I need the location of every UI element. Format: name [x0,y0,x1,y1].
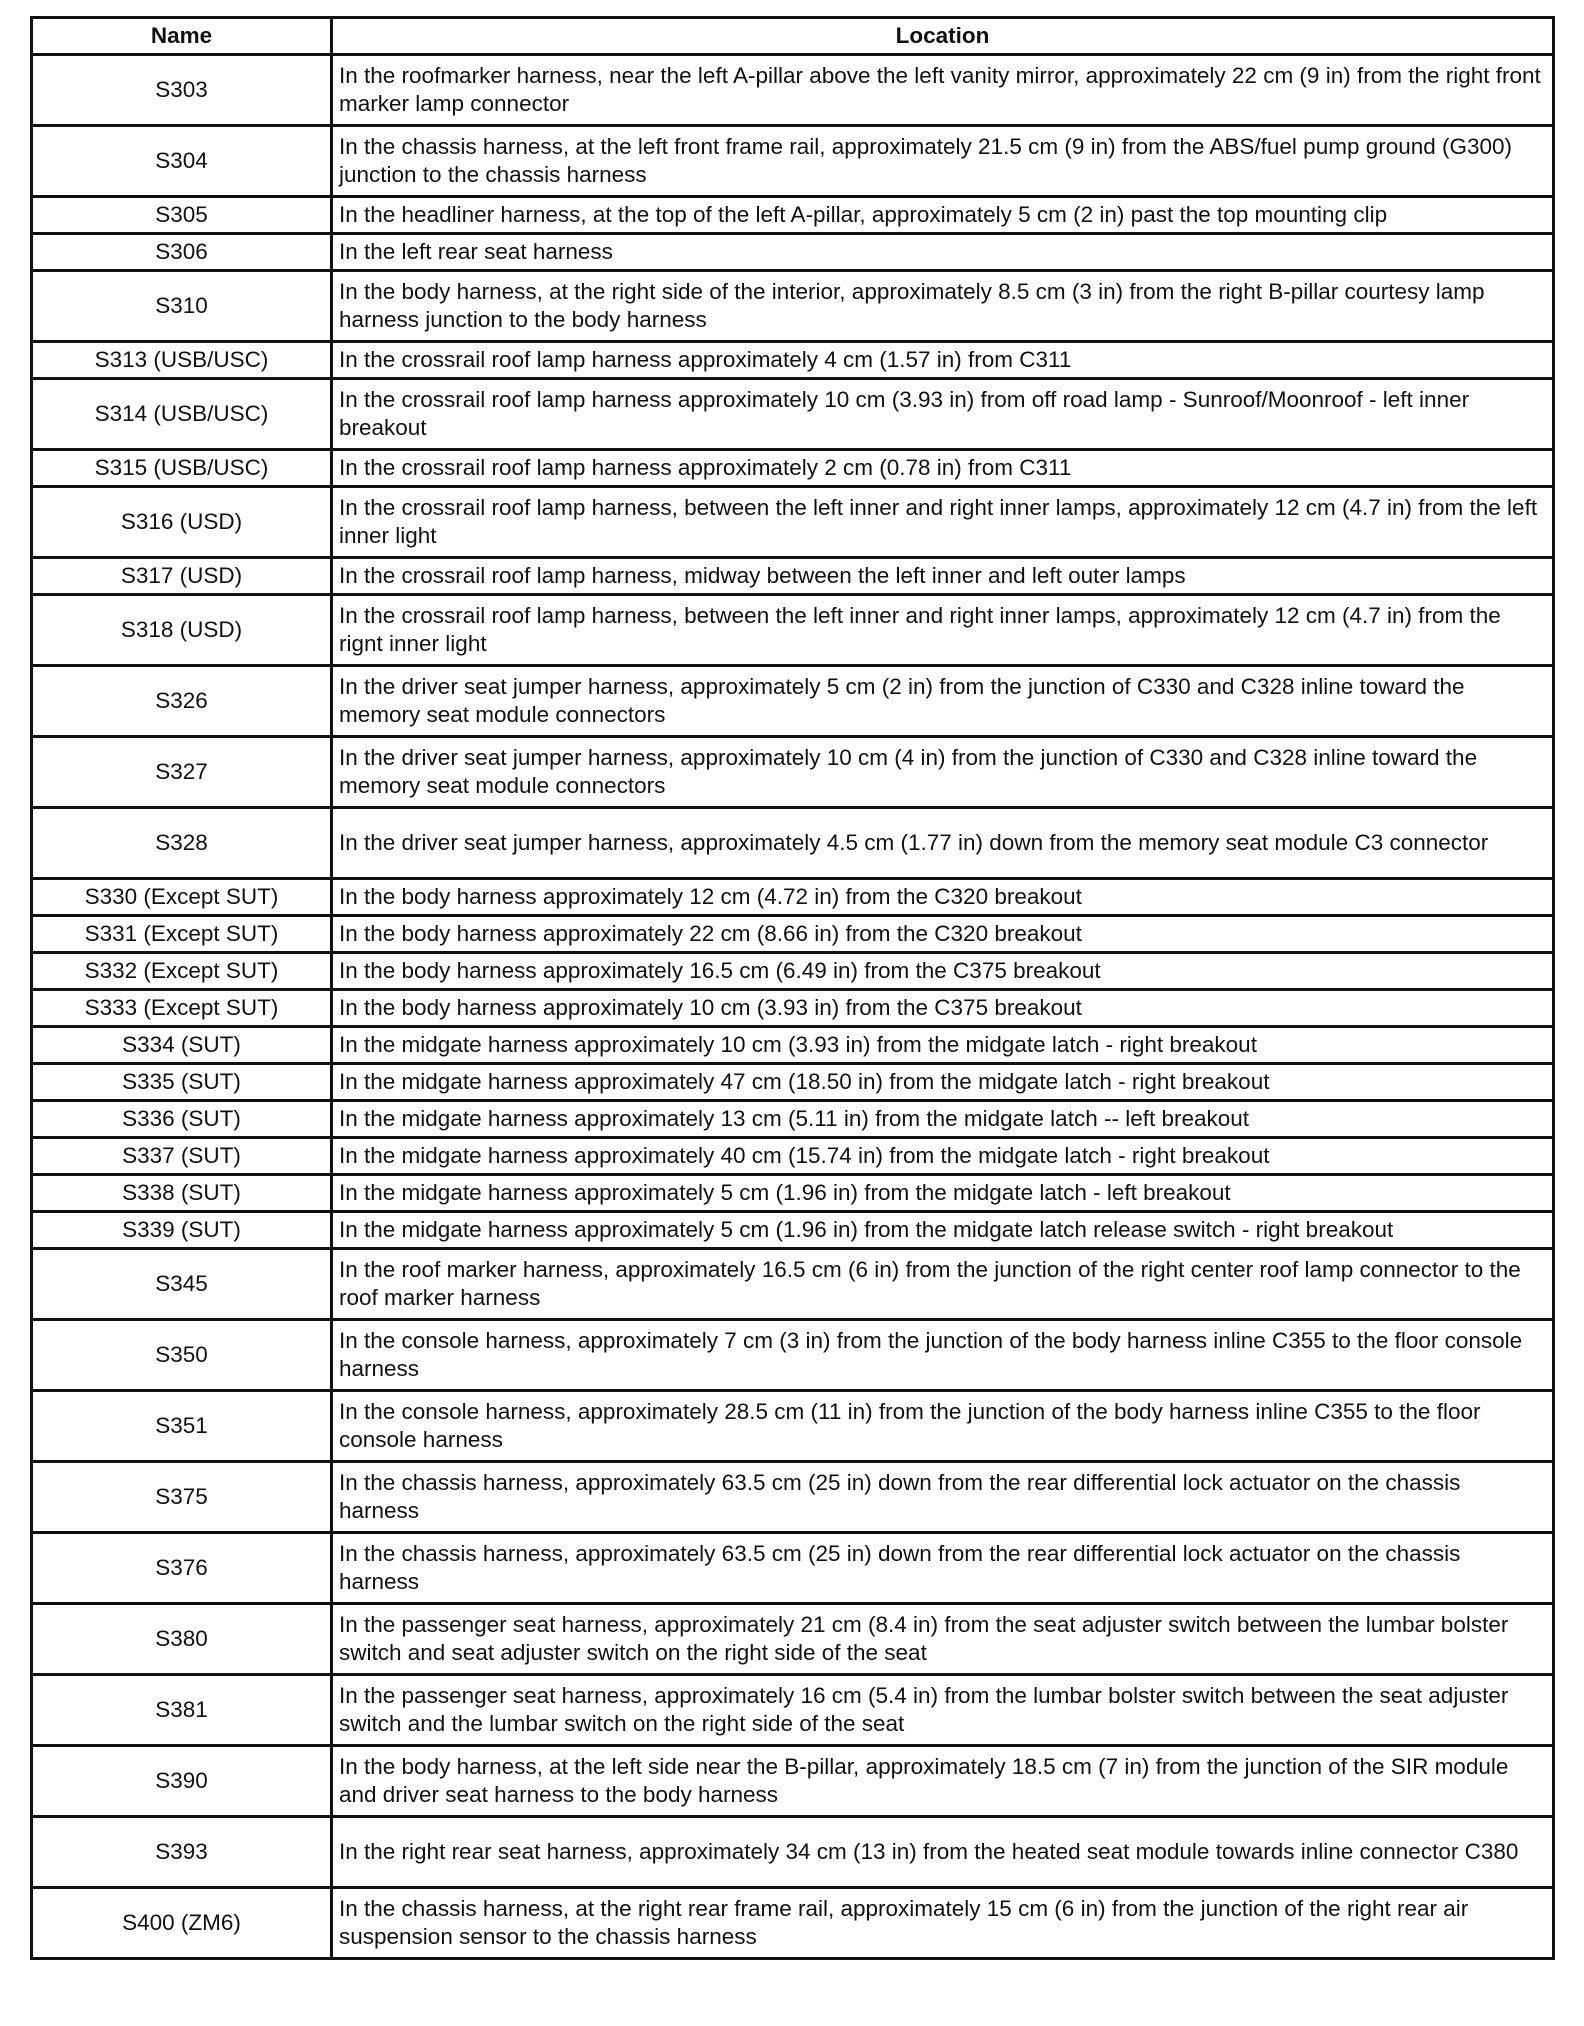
splice-location-cell: In the body harness, at the left side near the B-pillar, approximately 18.5 cm (7 in) from the junction of the SIR module and driver seat harness to the body harness [332,1746,1554,1817]
splice-name-cell: S334 (SUT) [32,1027,332,1064]
table-header-row [32,18,1554,55]
table-row [32,953,1554,990]
table-row [32,1533,1554,1604]
splice-location-cell: In the body harness, at the right side of the interior, approximately 8.5 cm (3 in) from the right B-pillar courtesy lamp harness junction to the body harness [332,271,1554,342]
splice-name-cell: S390 [32,1746,332,1817]
table-row [32,808,1554,879]
table-row [32,1175,1554,1212]
table-row [32,1101,1554,1138]
table-row [32,487,1554,558]
splice-name-cell: S304 [32,126,332,197]
splice-name-cell: S375 [32,1462,332,1533]
splice-location-cell: In the crossrail roof lamp harness, between the left inner and right inner lamps, approximately 12 cm (4.7 in) from the rignt inner light [332,595,1554,666]
splice-location-cell: In the crossrail roof lamp harness, between the left inner and right inner lamps, approximately 12 cm (4.7 in) from the left inner light [332,487,1554,558]
splice-name-cell: S345 [32,1249,332,1320]
table-row [32,1888,1554,1959]
splice-name-cell: S336 (SUT) [32,1101,332,1138]
splice-name-cell: S327 [32,737,332,808]
splice-location-cell: In the headliner harness, at the top of the left A-pillar, approximately 5 cm (2 in) past the top mounting clip [332,197,1554,234]
splice-location-cell: In the chassis harness, at the left front frame rail, approximately 21.5 cm (9 in) from the ABS/fuel pump ground (G300) junction to the chassis harness [332,126,1554,197]
name-column-header: Name [32,18,332,55]
splice-name-cell: S318 (USD) [32,595,332,666]
splice-location-cell: In the crossrail roof lamp harness approximately 4 cm (1.57 in) from C311 [332,342,1554,379]
table-row [32,342,1554,379]
splice-location-cell: In the driver seat jumper harness, approximately 5 cm (2 in) from the junction of C330 and C328 inline toward the memory seat module connectors [332,666,1554,737]
splice-name-cell: S351 [32,1391,332,1462]
splice-location-cell: In the roofmarker harness, near the left A-pillar above the left vanity mirror, approximately 22 cm (9 in) from the right front marker lamp connector [332,55,1554,126]
table-row [32,271,1554,342]
splice-location-cell: In the left rear seat harness [332,234,1554,271]
table-row [32,1391,1554,1462]
splice-location-cell: In the chassis harness, approximately 63.5 cm (25 in) down from the rear differential lock actuator on the chassis harness [332,1462,1554,1533]
table-row [32,450,1554,487]
splice-name-cell: S306 [32,234,332,271]
splice-name-cell: S332 (Except SUT) [32,953,332,990]
splice-location-cell: In the body harness approximately 12 cm (4.72 in) from the C320 breakout [332,879,1554,916]
table-row [32,126,1554,197]
splice-name-cell: S335 (SUT) [32,1064,332,1101]
splice-name-cell: S338 (SUT) [32,1175,332,1212]
splice-location-cell: In the midgate harness approximately 47 cm (18.50 in) from the midgate latch - right breakout [332,1064,1554,1101]
table-row [32,1212,1554,1249]
splice-name-cell: S337 (SUT) [32,1138,332,1175]
splice-name-cell: S326 [32,666,332,737]
table-row [32,737,1554,808]
splice-location-cell: In the midgate harness approximately 40 cm (15.74 in) from the midgate latch - right breakout [332,1138,1554,1175]
splice-name-cell: S381 [32,1675,332,1746]
splice-location-cell: In the chassis harness, approximately 63.5 cm (25 in) down from the rear differential lock actuator on the chassis harness [332,1533,1554,1604]
splice-location-cell: In the crossrail roof lamp harness approximately 10 cm (3.93 in) from off road lamp - Sunroof/Moonroof - left inner breakout [332,379,1554,450]
splice-name-cell: S330 (Except SUT) [32,879,332,916]
table-row [32,990,1554,1027]
table-row [32,1064,1554,1101]
splice-location-cell: In the driver seat jumper harness, approximately 4.5 cm (1.77 in) down from the memory seat module C3 connector [332,808,1554,879]
splice-name-cell: S313 (USB/USC) [32,342,332,379]
splice-name-cell: S314 (USB/USC) [32,379,332,450]
splice-location-cell: In the body harness approximately 16.5 cm (6.49 in) from the C375 breakout [332,953,1554,990]
splice-name-cell: S380 [32,1604,332,1675]
table-row [32,1320,1554,1391]
table-row [32,379,1554,450]
table-row [32,1462,1554,1533]
splice-name-cell: S376 [32,1533,332,1604]
splice-name-cell: S350 [32,1320,332,1391]
splice-location-cell: In the right rear seat harness, approximately 34 cm (13 in) from the heated seat module towards inline connector C380 [332,1817,1554,1888]
splice-location-cell: In the body harness approximately 10 cm (3.93 in) from the C375 breakout [332,990,1554,1027]
table-row [32,1675,1554,1746]
splice-location-cell: In the passenger seat harness, approximately 16 cm (5.4 in) from the lumbar bolster switch between the seat adjuster switch and the lumbar switch on the right side of the seat [332,1675,1554,1746]
table-row [32,879,1554,916]
table-row [32,55,1554,126]
table-row [32,595,1554,666]
splice-location-cell: In the roof marker harness, approximately 16.5 cm (6 in) from the junction of the right center roof lamp connector to the roof marker harness [332,1249,1554,1320]
splice-location-cell: In the midgate harness approximately 5 cm (1.96 in) from the midgate latch release switch - right breakout [332,1212,1554,1249]
splice-location-cell: In the crossrail roof lamp harness approximately 2 cm (0.78 in) from C311 [332,450,1554,487]
table-row [32,234,1554,271]
table-row [32,1027,1554,1064]
splice-name-cell: S339 (SUT) [32,1212,332,1249]
splice-location-cell: In the passenger seat harness, approximately 21 cm (8.4 in) from the seat adjuster switch between the lumbar bolster switch and seat adjuster switch on the right side of the seat [332,1604,1554,1675]
splice-location-cell: In the midgate harness approximately 5 cm (1.96 in) from the midgate latch - left breakout [332,1175,1554,1212]
splice-name-cell: S305 [32,197,332,234]
splice-name-cell: S316 (USD) [32,487,332,558]
table-row [32,666,1554,737]
splice-location-cell: In the driver seat jumper harness, approximately 10 cm (4 in) from the junction of C330 and C328 inline toward the memory seat module connectors [332,737,1554,808]
splice-name-cell: S333 (Except SUT) [32,990,332,1027]
splice-location-cell: In the midgate harness approximately 10 cm (3.93 in) from the midgate latch - right breakout [332,1027,1554,1064]
table-row [32,1817,1554,1888]
splice-location-cell: In the midgate harness approximately 13 cm (5.11 in) from the midgate latch -- left breakout [332,1101,1554,1138]
table-row [32,1249,1554,1320]
table-body [32,55,1554,1959]
splice-name-cell: S315 (USB/USC) [32,450,332,487]
splice-name-cell: S393 [32,1817,332,1888]
splice-name-cell: S303 [32,55,332,126]
table-row [32,1746,1554,1817]
splice-name-cell: S317 (USD) [32,558,332,595]
splice-name-cell: S331 (Except SUT) [32,916,332,953]
table-row [32,1138,1554,1175]
table-row [32,916,1554,953]
table-row [32,197,1554,234]
table-row [32,1604,1554,1675]
splice-location-table [30,16,1555,1960]
splice-location-cell: In the crossrail roof lamp harness, midway between the left inner and left outer lamps [332,558,1554,595]
splice-location-cell: In the chassis harness, at the right rear frame rail, approximately 15 cm (6 in) from the junction of the right rear air suspension sensor to the chassis harness [332,1888,1554,1959]
splice-name-cell: S400 (ZM6) [32,1888,332,1959]
splice-location-cell: In the console harness, approximately 7 cm (3 in) from the junction of the body harness inline C355 to the floor console harness [332,1320,1554,1391]
splice-name-cell: S310 [32,271,332,342]
table-row [32,558,1554,595]
splice-location-cell: In the body harness approximately 22 cm (8.66 in) from the C320 breakout [332,916,1554,953]
splice-location-cell: In the console harness, approximately 28.5 cm (11 in) from the junction of the body harness inline C355 to the floor console harness [332,1391,1554,1462]
splice-name-cell: S328 [32,808,332,879]
location-column-header: Location [332,18,1554,55]
